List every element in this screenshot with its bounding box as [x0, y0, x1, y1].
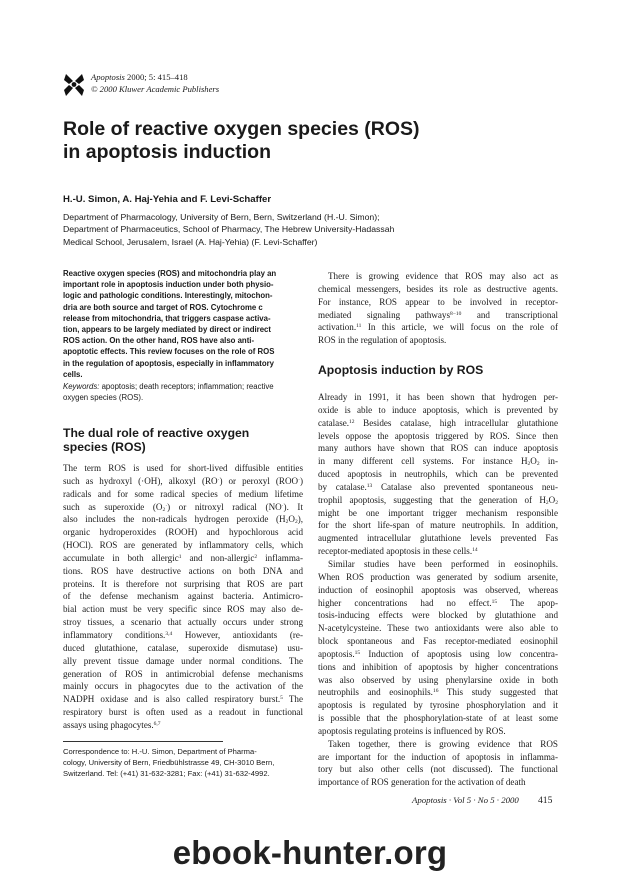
- induction-text-line: tions and inhibition of apoptosis by higher concentrations: [318, 661, 558, 672]
- abstract-line: dria are both source and target of ROS. Cytochrome c: [63, 302, 263, 312]
- article-title: [63, 118, 533, 164]
- induction-text-line: by catalase.$^{13}$ Catalase also prevented spontaneous neu-: [318, 481, 558, 492]
- induction-text-line: oxide is able to induce apoptosis, which is prevented by: [318, 404, 558, 415]
- correspondence-line: cology, University of Bern, Friedbühlstrasse 49, CH-3010 Bern,: [63, 757, 275, 767]
- induction-text-line: augmented intracellular glutathione levels prevented Fas: [318, 533, 558, 544]
- abstract-line: release from mitochondria, that triggers caspase activa-: [63, 313, 271, 323]
- heading-line: The dual role of reactive oxygen: [63, 426, 250, 440]
- journal-volume: 5: 415–418: [148, 72, 188, 82]
- affiliations: [63, 211, 563, 248]
- induction-text-line: induction of eosinophil apoptosis was observed, whereas: [318, 584, 558, 595]
- heading-line: species (ROS): [63, 440, 146, 454]
- dual-role-text-line: organic hydroperoxides (ROOH) and hypochlorous acid: [63, 527, 303, 538]
- watermark: ebook-hunter.org: [172, 834, 448, 871]
- dual-role-text-line: radicals and for some radical species of medium lifetime: [63, 488, 303, 499]
- induction-text-line: Taken together, there is growing evidence that ROS: [328, 738, 558, 749]
- running-footer: Apoptosis · Vol 5 · No 5 · 2000: [412, 795, 519, 805]
- induction-text-line: is possible that the phosphorylation-state of at least some: [318, 713, 558, 724]
- affiliation-line: Medical School, Jerusalem, Israel (A. Haj-Yehia) (F. Levi-Schaffer): [63, 236, 318, 247]
- section-text-dual-role: [63, 462, 303, 732]
- induction-text-line: higher concentrations had no effect.$^{15}$ The apop-: [318, 597, 558, 608]
- dual-role-text-line: inflammatory conditions.$^{3,4}$ However, antioxidants (re-: [63, 629, 303, 640]
- intro-text-line: ROS in the regulation of apoptosis.: [318, 335, 447, 346]
- induction-text-line: receptor-mediated apoptosis in these cells.$^{14}$: [318, 546, 478, 557]
- induction-text-line: importance of ROS generation for the activation of death: [318, 777, 526, 788]
- induction-text-line: apoptosis.$^{15}$ Induction of apoptosis using low concentra-: [318, 648, 558, 659]
- journal-citation: [91, 71, 219, 95]
- induction-text-line: are important for the induction of apoptosis in inflamma-: [318, 751, 558, 762]
- dual-role-text-line: tions. ROS have destructive actions on both DNA and: [63, 565, 303, 576]
- keywords-list: apoptosis; death receptors; inflammation; reactive: [99, 382, 274, 391]
- induction-text-line: apoptosis is regulated by tyrosine phosphorylation and it: [318, 700, 558, 711]
- induction-text-line: tory but also other cells (not discussed). The functional: [318, 764, 558, 775]
- abstract-line: cells.: [63, 369, 83, 379]
- induction-text-line: tosis-inducing effects were blocked by glutathione and: [318, 610, 558, 621]
- title-line: Role of reactive oxygen species (ROS): [63, 118, 420, 140]
- keywords-list-cont: oxygen species (ROS).: [63, 393, 144, 403]
- author-list: H.-U. Simon, A. Haj-Yehia and F. Levi-Schaffer: [63, 194, 272, 205]
- dual-role-text-line: accumulate in both allergic$^1$ and non-allergic$^2$ inflamma-: [63, 552, 303, 563]
- journal-name: Apoptosis: [91, 72, 125, 82]
- dual-role-text-line: proteins. It is therefore not surprising that ROS are part: [63, 578, 303, 589]
- induction-text-line: neutrophils and eosinophils.$^{16}$ This study suggested that: [318, 687, 559, 698]
- dual-role-text-line: mainly occurs in phagocytes due to the activation of the: [63, 681, 303, 692]
- correspondence-line: Correspondence to: H.-U. Simon, Department of Pharma-: [63, 747, 257, 756]
- section-heading-dual-role: [63, 426, 303, 454]
- intro-text-line: activation.$^{11}$ In this article, we will focus on the role of: [318, 322, 558, 333]
- page-number: 415: [538, 795, 553, 806]
- section-heading-apoptosis-induction: Apoptosis induction by ROS: [318, 363, 484, 377]
- induction-text-line: N-acetylcysteine. These two antioxidants were also able to: [318, 623, 558, 634]
- keywords: [63, 381, 303, 403]
- intro-text-line: There is growing evidence that ROS may also act as: [328, 271, 558, 281]
- abstract-line: important role in apoptosis induction under both physio-: [63, 280, 274, 290]
- dual-role-text-line: also includes the non-radicals hydrogen peroxide $(H_2O_2)$,: [63, 514, 303, 526]
- section-text-apoptosis-induction: [318, 391, 558, 789]
- footnote-divider: [63, 741, 223, 742]
- dual-role-text-line: duced glutathione, catalase, superoxide dismutase) usu-: [63, 642, 303, 653]
- induction-text-line: duced apoptosis in neutrophils, which can be prevented: [318, 469, 558, 480]
- abstract-line: logic and pathologic conditions. Interestingly, mitochon-: [63, 291, 273, 301]
- induction-text-line: might be one important trigger mechanism responsible: [318, 507, 558, 518]
- abstract: [63, 268, 303, 380]
- dual-role-text-line: (HOCl). ROS are generated by inflammatory cells, which: [63, 540, 303, 551]
- correspondence-line: Switzerland. Tel: (+41) 31-632-3281; Fax: (+41) 31-632-4992.: [63, 768, 270, 778]
- journal-year: 2000;: [124, 72, 149, 82]
- correspondence-footnote: [63, 747, 303, 779]
- affiliation-line: Department of Pharmaceutics, School of Pharmacy, The Hebrew University-Hadassah: [63, 224, 395, 235]
- copyright-line: © 2000 Kluwer Academic Publishers: [91, 84, 220, 94]
- induction-text-line: catalase.$^{12}$ Besides catalase, high intracellular glutathione: [318, 417, 558, 428]
- intro-text-line: chemical messengers, besides its role as destructive agents.: [318, 283, 558, 294]
- induction-text-line: When ROS production was generated by sodium arsenite,: [318, 571, 558, 582]
- induction-text-line: for the short life-span of mature neutrophils. In addition,: [318, 520, 558, 531]
- dual-role-text-line: The term ROS is used for short-lived diffusible entities: [63, 463, 303, 473]
- induction-text-line: levels oppose the apoptosis triggered by ROS. Since then: [318, 430, 558, 441]
- dual-role-text-line: stroy tissues, a scenario that actually occurs under strong: [63, 617, 303, 628]
- dual-role-text-line: assays using phagocytes.$^{6,7}$: [63, 719, 161, 730]
- dual-role-text-line: such as hydroxyl (·OH), alkoxyl (RO·) or peroxyl (ROO·): [63, 475, 303, 486]
- intro-text-line: For instance, ROS appear to be involved in receptor-: [318, 296, 558, 307]
- dual-role-text-line: of the defense mechanism against bacteria. Antimicro-: [63, 591, 303, 602]
- dual-role-text-line: bial action must be very specific since ROS may also de-: [63, 604, 303, 615]
- dual-role-text-line: such as superoxide $(O_2^\cdot)$ or nitroxyl radical (NO·). It: [63, 501, 303, 513]
- publisher-logo-icon: [63, 72, 85, 98]
- abstract-line: apoptotic effects. This review focuses on the role of ROS: [63, 347, 275, 357]
- keywords-label: Keywords:: [63, 382, 100, 391]
- abstract-line: Reactive oxygen species (ROS) and mitochondria play an: [63, 269, 277, 278]
- dual-role-text-line: respiratory burst is often used as a readout in functional: [63, 707, 303, 718]
- dual-role-text-line: ally prevent tissue damage under normal conditions. The: [63, 655, 303, 666]
- title-line: in apoptosis induction: [63, 141, 271, 163]
- dual-role-text-line: NADPH oxidase and is also called respiratory burst.$^5$ The: [63, 694, 303, 705]
- dual-role-text-line: generation of ROS in antimicrobial defense mechanisms: [63, 668, 303, 679]
- affiliation-line: Department of Pharmacology, University of Bern, Bern, Switzerland (H.-U. Simon);: [63, 212, 380, 222]
- induction-text-line: was also observed by using phenylarsine oxide in both: [318, 674, 558, 685]
- induction-text-line: trophil apoptosis, suggesting that the generation of $H_2O_2$: [318, 494, 558, 506]
- abstract-line: tion, appears to be largely mediated by direct or indirect: [63, 325, 271, 335]
- induction-text-line: in many different cell systems. For instance $H_2O_2$ in-: [318, 456, 558, 468]
- abstract-line: ROS action. On the other hand, ROS have also anti-: [63, 336, 255, 346]
- induction-text-line: apoptosis regulating proteins is influenced by ROS.: [318, 725, 506, 736]
- induction-text-line: Similar studies have been performed in eosinophils.: [328, 558, 558, 569]
- intro-paragraph: [318, 270, 558, 347]
- induction-text-line: Already in 1991, it has been shown that hydrogen per-: [318, 392, 558, 402]
- induction-text-line: many authors have shown that ROS can induce apoptosis: [318, 443, 558, 454]
- induction-text-line: block spontaneous and Fas receptor-mediated eosinophil: [318, 636, 558, 647]
- intro-text-line: mediated signaling pathways$^{8-10}$ and transcriptional: [318, 309, 558, 320]
- abstract-line: in the regulation of apoptosis, especially in inflammatory: [63, 358, 274, 368]
